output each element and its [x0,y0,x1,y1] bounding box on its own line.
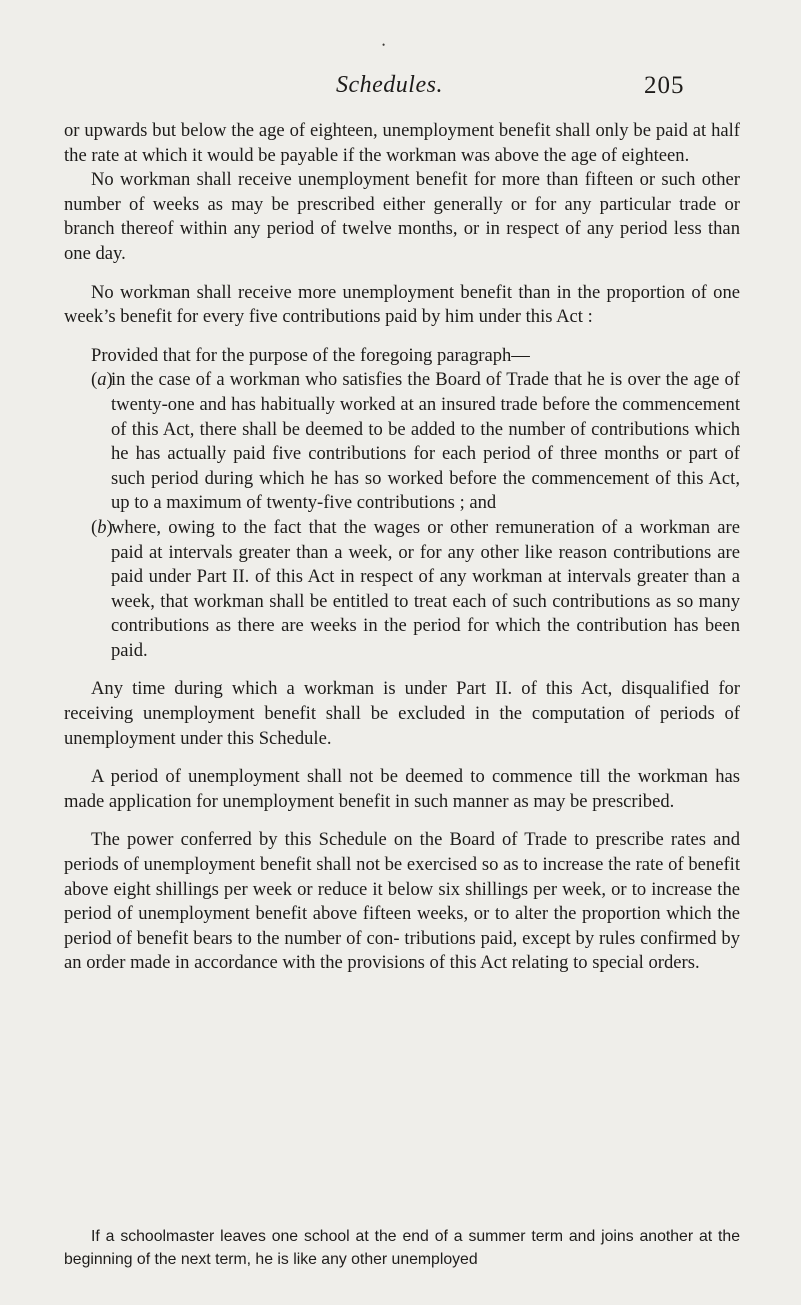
clause-text-a: in the case of a workman who satisfies the Board of Trade that he is over the age of twenty-one and has habitually worked at an insured trade before the commencement of this Act, there shall be deemed to be added to the number of contributions which he has actually paid five contributions for each period of three months or part of such period during which he has so worked before the commencement of this Act, up to a maximum of twenty-five contributions ; and [111,369,740,514]
clause-text-b: where, owing to the fact that the wages or other remuneration of a workman are paid at intervals greater than a week, or for any other like reason contributions are paid under Part II. of this Act in respect of any workman at intervals greater than a week, that workman shall be entitled to treat each of such contributions as so many contributions as there are weeks in the period for which the contribution has been paid. [111,516,740,661]
paragraph-continuation: or upwards but below the age of eighteen, unemployment benefit shall only be paid at half the rate at which it would be payable if the workman was above the age of eighteen. [64,120,740,166]
page-header [0,72,801,108]
footnote-text: If a schoolmaster leaves one school at the end of a summer term and joins another at the beginning of the next term, he is like any other unemployed [64,1228,740,1268]
paragraph-commencement: A period of unemployment shall not be deemed to commence till the workman has made application for unemployment benefit in such manner as may be prescribed. [64,766,740,812]
footnote [64,1225,740,1271]
running-title: Schedules. [336,72,443,98]
paragraph-proviso: Provided that for the purpose of the foregoing paragraph— [91,344,530,366]
paragraph-benefit-proportion: No workman shall receive more unemployment benefit than in the proportion of one week’s benefit for every five contributions paid by him under this Act : [64,281,740,328]
proviso-clauses [64,368,740,663]
paragraph-board-of-trade-power: The power conferred by this Schedule on the Board of Trade to prescribe rates and periods of unemployment benefit shall not be exercised so as to increase the rate of benefit above eight shillings per week or reduce it below six shillings per week, or to increase the period of unemployment benefit above fifteen weeks, or to alter the proportion which the period of benefit bears to the number of con- tributions paid, except by rules confirmed by an order made in accordance with the provisions of this Act relating to special orders. [64,829,740,974]
clause-letter-a: a [97,369,107,391]
page-number: 205 [644,72,685,99]
printer-ornament: • [382,40,386,50]
clause-b [64,516,740,664]
clause-letter-b: b [97,516,107,538]
body-text [64,119,740,976]
clause-label-b: (b) [91,516,113,538]
clause-a [64,368,740,516]
clause-label-a: (a) [91,369,113,391]
paragraph-benefit-weeks: No workman shall receive unemployment benefit for more than fifteen or such other number of weeks as may be prescribed either generally or for any particular trade or branch thereof within any period of twelve months, or in respect of any period less than one day. [64,169,740,264]
paragraph-disqualified-time: Any time during which a workman is under Part II. of this Act, disqualified for receiving unemployment benefit shall be excluded in the computation of periods of unemployment under this Schedule. [64,678,740,749]
